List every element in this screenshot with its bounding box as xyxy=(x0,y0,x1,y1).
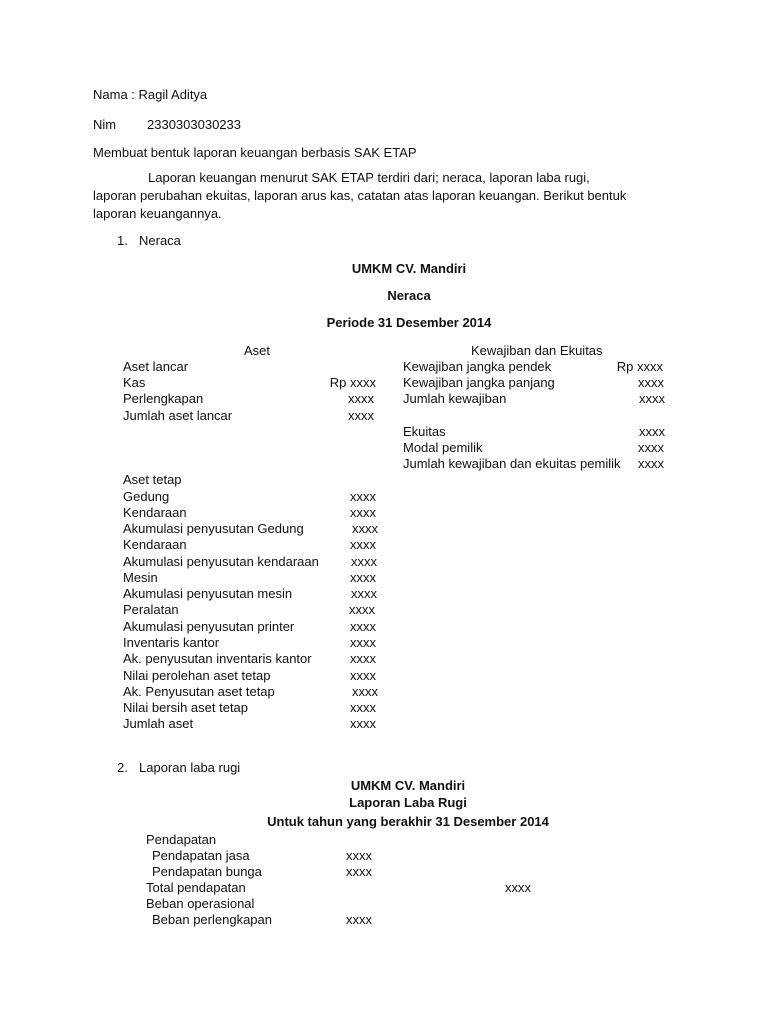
fixed-asset-value: xxxx xyxy=(350,489,376,504)
nim-label: Nim xyxy=(93,117,117,132)
total-assets-label: Jumlah aset xyxy=(123,716,194,731)
fixed-asset-value: xxxx xyxy=(350,651,376,666)
service-revenue-label: Pendapatan jasa xyxy=(152,848,250,863)
fixed-asset-value: xxxx xyxy=(350,700,376,715)
aset-lancar-label: Aset lancar xyxy=(123,359,189,374)
fixed-asset-value: xxxx xyxy=(352,521,378,536)
section1-label: Neraca xyxy=(139,233,181,248)
intro-text: Laporan keuangan menurut SAK ETAP terdiri dari; neraca, laporan laba rugi, laporan perubahan ekuitas, laporan arus kas, catatan atas laporan keuangan. Berikut bentuk laporan keuangannya. xyxy=(93,170,627,221)
intro-paragraph xyxy=(93,169,633,223)
current-asset-value: xxxx xyxy=(348,391,374,406)
fixed-asset-label: Nilai bersih aset tetap xyxy=(123,700,249,715)
fixed-asset-value: xxxx xyxy=(350,570,376,585)
section2-label: Laporan laba rugi xyxy=(139,760,241,775)
balance-period: Periode 31 Desember 2014 xyxy=(326,315,492,330)
fixed-asset-value: xxxx xyxy=(350,505,376,520)
liability-value: Rp xxxx xyxy=(616,359,663,374)
liability-value: xxxx xyxy=(638,375,664,390)
fixed-asset-label: Kendaraan xyxy=(123,505,187,520)
liability-label: Kewajiban jangka pendek xyxy=(403,359,552,374)
fixed-asset-label: Mesin xyxy=(123,570,158,585)
aset-column-header: Aset xyxy=(244,343,271,358)
fixed-asset-value: xxxx xyxy=(351,554,377,569)
income-title: Laporan Laba Rugi xyxy=(349,795,467,810)
liabilities-equity-column-header: Kewajiban dan Ekuitas xyxy=(471,343,603,358)
fixed-asset-value: xxxx xyxy=(350,537,376,552)
fixed-asset-value: xxxx xyxy=(350,668,376,683)
current-asset-label: Kas xyxy=(123,375,146,390)
fixed-asset-value: xxxx xyxy=(350,635,376,650)
fixed-asset-value: xxxx xyxy=(351,586,377,601)
equity-value: xxxx xyxy=(639,424,665,439)
balance-company-name: UMKM CV. Mandiri xyxy=(351,261,467,276)
equity-total-value: xxxx xyxy=(638,456,664,471)
fixed-asset-label: Nilai perolehan aset tetap xyxy=(123,668,271,683)
fixed-asset-value: xxxx xyxy=(352,684,378,699)
section1-number: 1. xyxy=(117,233,128,248)
total-revenue-value: xxxx xyxy=(505,880,531,895)
equity-total-label: Jumlah kewajiban dan ekuitas pemilik xyxy=(403,456,621,471)
equity-label: Modal pemilik xyxy=(403,440,483,455)
total-assets-value: xxxx xyxy=(350,716,376,731)
task-title: Membuat bentuk laporan keuangan berbasis SAK ETAP xyxy=(93,145,417,160)
current-asset-total-label: Jumlah aset lancar xyxy=(123,408,233,423)
student-name-line: Nama : Ragil Aditya xyxy=(93,87,208,102)
supplies-expense-value: xxxx xyxy=(346,912,372,927)
fixed-asset-label: Ak. Penyusutan aset tetap xyxy=(123,684,275,699)
fixed-asset-label: Akumulasi penyusutan printer xyxy=(123,619,295,634)
current-asset-label: Perlengkapan xyxy=(123,391,204,406)
income-period: Untuk tahun yang berakhir 31 Desember 2014 xyxy=(267,814,549,829)
liability-total-label: Jumlah kewajiban xyxy=(403,391,507,406)
interest-revenue-value: xxxx xyxy=(346,864,372,879)
fixed-asset-label: Gedung xyxy=(123,489,170,504)
revenue-label: Pendapatan xyxy=(146,832,217,847)
liability-label: Kewajiban jangka panjang xyxy=(403,375,555,390)
balance-title: Neraca xyxy=(387,288,431,303)
liability-total-value: xxxx xyxy=(639,391,665,406)
fixed-asset-value: xxxx xyxy=(350,619,376,634)
fixed-asset-value: xxxx xyxy=(349,602,375,617)
equity-label: Ekuitas xyxy=(403,424,446,439)
fixed-asset-label: Akumulasi penyusutan Gedung xyxy=(123,521,304,536)
fixed-asset-label: Peralatan xyxy=(123,602,179,617)
fixed-asset-label: Akumulasi penyusutan mesin xyxy=(123,586,293,601)
income-company-name: UMKM CV. Mandiri xyxy=(350,778,466,793)
current-asset-total-value: xxxx xyxy=(348,408,374,423)
fixed-asset-label: Kendaraan xyxy=(123,537,187,552)
total-revenue-label: Total pendapatan xyxy=(146,880,246,895)
section2-number: 2. xyxy=(117,760,128,775)
fixed-asset-label: Ak. penyusutan inventaris kantor xyxy=(123,651,312,666)
aset-tetap-label: Aset tetap xyxy=(123,472,182,487)
nim-value: 2330303030233 xyxy=(147,117,241,132)
interest-revenue-label: Pendapatan bunga xyxy=(152,864,262,879)
service-revenue-value: xxxx xyxy=(346,848,372,863)
fixed-asset-label: Inventaris kantor xyxy=(123,635,220,650)
current-asset-value: Rp xxxx xyxy=(329,375,376,390)
supplies-expense-label: Beban perlengkapan xyxy=(152,912,272,927)
equity-value: xxxx xyxy=(638,440,664,455)
operating-expense-label: Beban operasional xyxy=(146,896,255,911)
fixed-asset-label: Akumulasi penyusutan kendaraan xyxy=(123,554,319,569)
